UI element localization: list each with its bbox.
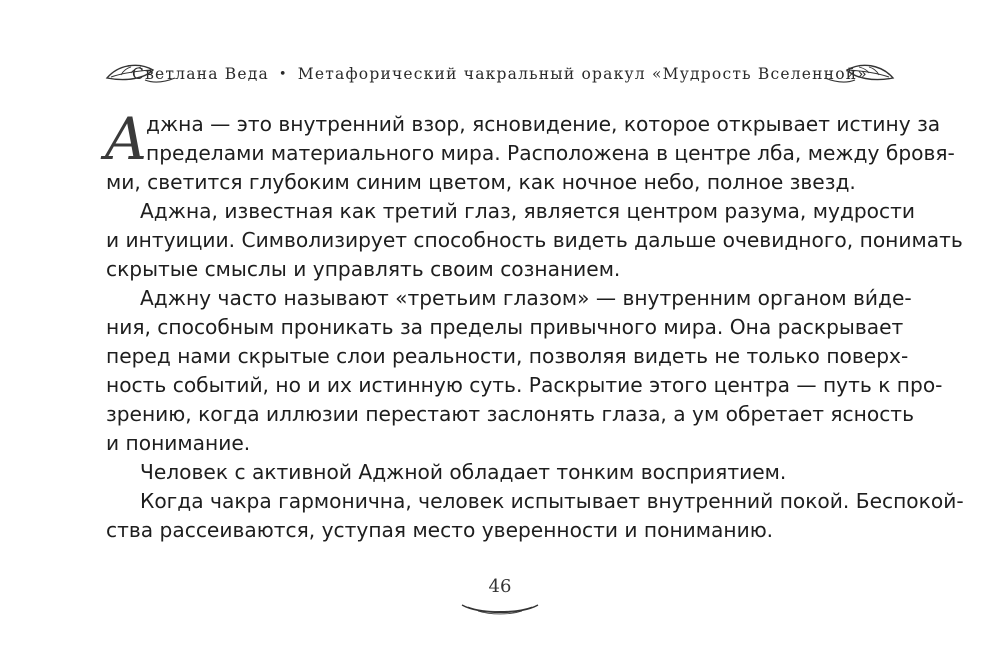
page-footer [440,576,560,619]
text-line: ния, способным проникать за пределы привычного мира. Она раскрывает [106,315,904,339]
text-line: Аджну часто называют «третьим глазом» — внутренним органом ви́де- [140,286,912,310]
header-separator: • [278,66,288,82]
swash-ornament-icon [460,601,540,619]
body-text [104,105,964,545]
text-line: и понимание. [106,431,251,455]
header-author: Светлана Веда [132,65,269,83]
text-line: ства рассеиваются, уступая место уверенности и пониманию. [106,518,774,542]
leaf-ornament-icon [105,58,177,90]
text-line: Когда чакра гармонична, человек испытывает внутренний покой. Беспокой- [140,489,964,513]
text-line: скрытые смыслы и управлять своим сознанием. [106,257,621,281]
drop-cap: А [104,105,148,173]
running-head [105,58,895,90]
page-number: 46 [488,576,512,597]
text-line: Аджна, известная как третий глаз, является центром разума, мудрости [140,199,915,223]
text-line: Человек с активной Аджной обладает тонким восприятием. [140,460,787,484]
text-line: перед нами скрытые слои реальности, позволяя видеть не только поверх- [106,344,909,368]
text-line: пределами материального мира. Расположена в центре лба, между бровя- [146,141,955,165]
header-book-title: Метафорический чакральный оракул «Мудрость Вселенной» [297,65,868,83]
leaf-ornament-icon [823,58,895,90]
running-head-text [132,65,868,83]
text-line: и интуиции. Символизирует способность видеть дальше очевидного, понимать [106,228,963,252]
text-line: ность событий, но и их истинную суть. Раскрытие этого центра — путь к про- [106,373,943,397]
text-line: джна — это внутренний взор, ясновидение, которое открывает истину за [146,112,941,136]
text-line: зрению, когда иллюзии перестают заслонять глаза, а ум обретает ясность [106,402,914,426]
text-line: ми, светится глубоким синим цветом, как ночное небо, полное звезд. [106,170,856,194]
